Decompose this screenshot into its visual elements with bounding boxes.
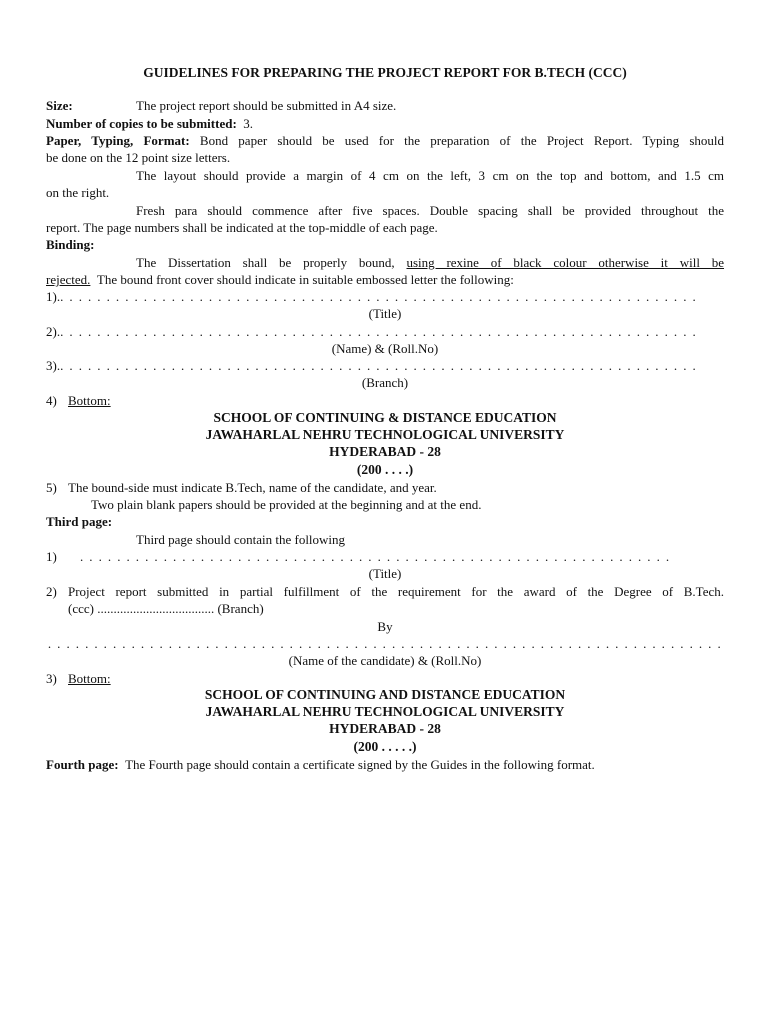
copies-value: 3. — [243, 116, 254, 131]
cover-school-name: SCHOOL OF CONTINUING & DISTANCE EDUCATION — [213, 410, 557, 425]
size-label: Size: — [46, 98, 73, 113]
third-by: By — [377, 619, 393, 634]
cover-item-2-dots: . . . . . . . . . . . . . . . . . . . . . . . . . . . . . . . . . . . . . . . . . . . . . . . . . . . . . . . . . . . . . . . . . . . . . — [60, 324, 698, 339]
third-item-2-line-1 — [46, 583, 724, 600]
cover-item-2-num: 2). — [46, 324, 61, 339]
binding-line-1 — [46, 254, 724, 271]
document-heading: GUIDELINES FOR PREPARING THE PROJECT REPORT FOR B.TECH (CCC) — [143, 65, 627, 80]
third-year: (200 . . . . .) — [353, 739, 417, 754]
cover-item-3-num: 3). — [46, 358, 61, 373]
paper-line-2: be done on the 12 point size letters. — [46, 150, 231, 165]
cover-item-5-num: 5) — [46, 480, 57, 495]
cover-item-1-caption: (Title) — [368, 306, 402, 321]
copies-line — [46, 115, 724, 132]
blank-papers-line: Two plain blank papers should be provided at the beginning and at the end. — [91, 497, 482, 512]
cover-item-3 — [46, 357, 724, 374]
binding-underlined-1: using rexine of black colour otherwise it will be — [406, 255, 725, 270]
cover-item-2 — [46, 323, 724, 340]
para-line-2: report. The page numbers shall be indicated at the top-middle of each page. — [46, 220, 438, 235]
para-line-1: Fresh para should commence after five spaces. Double spacing shall be provided throughout the — [136, 203, 724, 218]
fourth-page-label: Fourth page: — [46, 757, 119, 772]
cover-item-1-dots: . . . . . . . . . . . . . . . . . . . . . . . . . . . . . . . . . . . . . . . . . . . . . . . . . . . . . . . . . . . . . . . . . . . . . — [60, 289, 698, 304]
cover-item-2-caption: (Name) & (Roll.No) — [331, 341, 439, 356]
third-city: HYDERABAD - 28 — [329, 721, 441, 736]
cover-item-1 — [46, 288, 724, 305]
cover-item-1-num: 1). — [46, 289, 61, 304]
paper-line-1 — [46, 132, 724, 149]
third-page-intro: Third page should contain the following — [136, 532, 346, 547]
third-university-name: JAWAHARLAL NEHRU TECHNOLOGICAL UNIVERSITY — [205, 704, 565, 719]
size-text: The project report should be submitted in A4 size. — [136, 98, 397, 113]
third-item-2-line-2: (ccc) .................................... (Branch) — [68, 601, 264, 616]
third-school-name: SCHOOL OF CONTINUING AND DISTANCE EDUCATION — [204, 687, 566, 702]
third-item-1-dots: . . . . . . . . . . . . . . . . . . . . . . . . . . . . . . . . . . . . . . . . . . . . . . . . . . . . . . . . . . . . . . . . — [80, 549, 671, 564]
third-by-dots: . . . . . . . . . . . . . . . . . . . . . . . . . . . . . . . . . . . . . . . . . . . . . . . . . . . . . . . . . . . . . . . . . . . . . . . . . — [47, 636, 723, 651]
cover-university-name: JAWAHARLAL NEHRU TECHNOLOGICAL UNIVERSITY — [205, 427, 565, 442]
third-item-3 — [46, 670, 724, 687]
cover-item-3-caption: (Branch) — [361, 375, 409, 390]
cover-item-3-dots: . . . . . . . . . . . . . . . . . . . . . . . . . . . . . . . . . . . . . . . . . . . . . . . . . . . . . . . . . . . . . . . . . . . . . — [60, 358, 698, 373]
third-page-label: Third page: — [46, 514, 113, 529]
cover-item-5-text: The bound-side must indicate B.Tech, name of the candidate, and year. — [68, 480, 437, 495]
third-item-3-label: Bottom: — [68, 671, 111, 686]
margin-line-2: on the right. — [46, 185, 110, 200]
binding-text-2: The bound front cover should indicate in suitable embossed letter the following: — [96, 272, 514, 287]
fourth-page-text: The Fourth page should contain a certificate signed by the Guides in the following format. — [125, 757, 595, 772]
binding-line-2 — [46, 271, 724, 288]
paper-label: Paper, Typing, Format: — [46, 133, 190, 148]
binding-text-1: The Dissertation shall be properly bound, — [136, 255, 395, 270]
third-item-2-text: Project report submitted in partial fulfillment of the requirement for the award of the Degree of B.Tech. — [68, 584, 724, 599]
fourth-page-line — [46, 756, 724, 773]
margin-line-1: The layout should provide a margin of 4 cm on the left, 3 cm on the top and bottom, and 1.5 cm — [136, 168, 724, 183]
third-by-caption: (Name of the candidate) & (Roll.No) — [288, 653, 482, 668]
copies-label: Number of copies to be submitted: — [46, 116, 237, 131]
cover-item-5 — [46, 479, 724, 496]
cover-item-4 — [46, 392, 724, 409]
cover-year: (200 . . . .) — [356, 462, 414, 477]
binding-label: Binding: — [46, 237, 95, 252]
third-item-1-num: 1) — [46, 549, 57, 564]
cover-city: HYDERABAD - 28 — [329, 444, 441, 459]
third-item-1 — [46, 548, 724, 565]
cover-item-4-num: 4) — [46, 393, 57, 408]
third-item-3-num: 3) — [46, 671, 57, 686]
cover-item-4-label: Bottom: — [68, 393, 111, 408]
third-item-2-num: 2) — [46, 584, 57, 599]
binding-underlined-2: rejected. — [46, 272, 91, 287]
size-line — [46, 97, 724, 114]
paper-text-1: Bond paper should be used for the preparation of the Project Report. Typing should — [199, 133, 725, 148]
third-item-1-caption: (Title) — [368, 566, 402, 581]
